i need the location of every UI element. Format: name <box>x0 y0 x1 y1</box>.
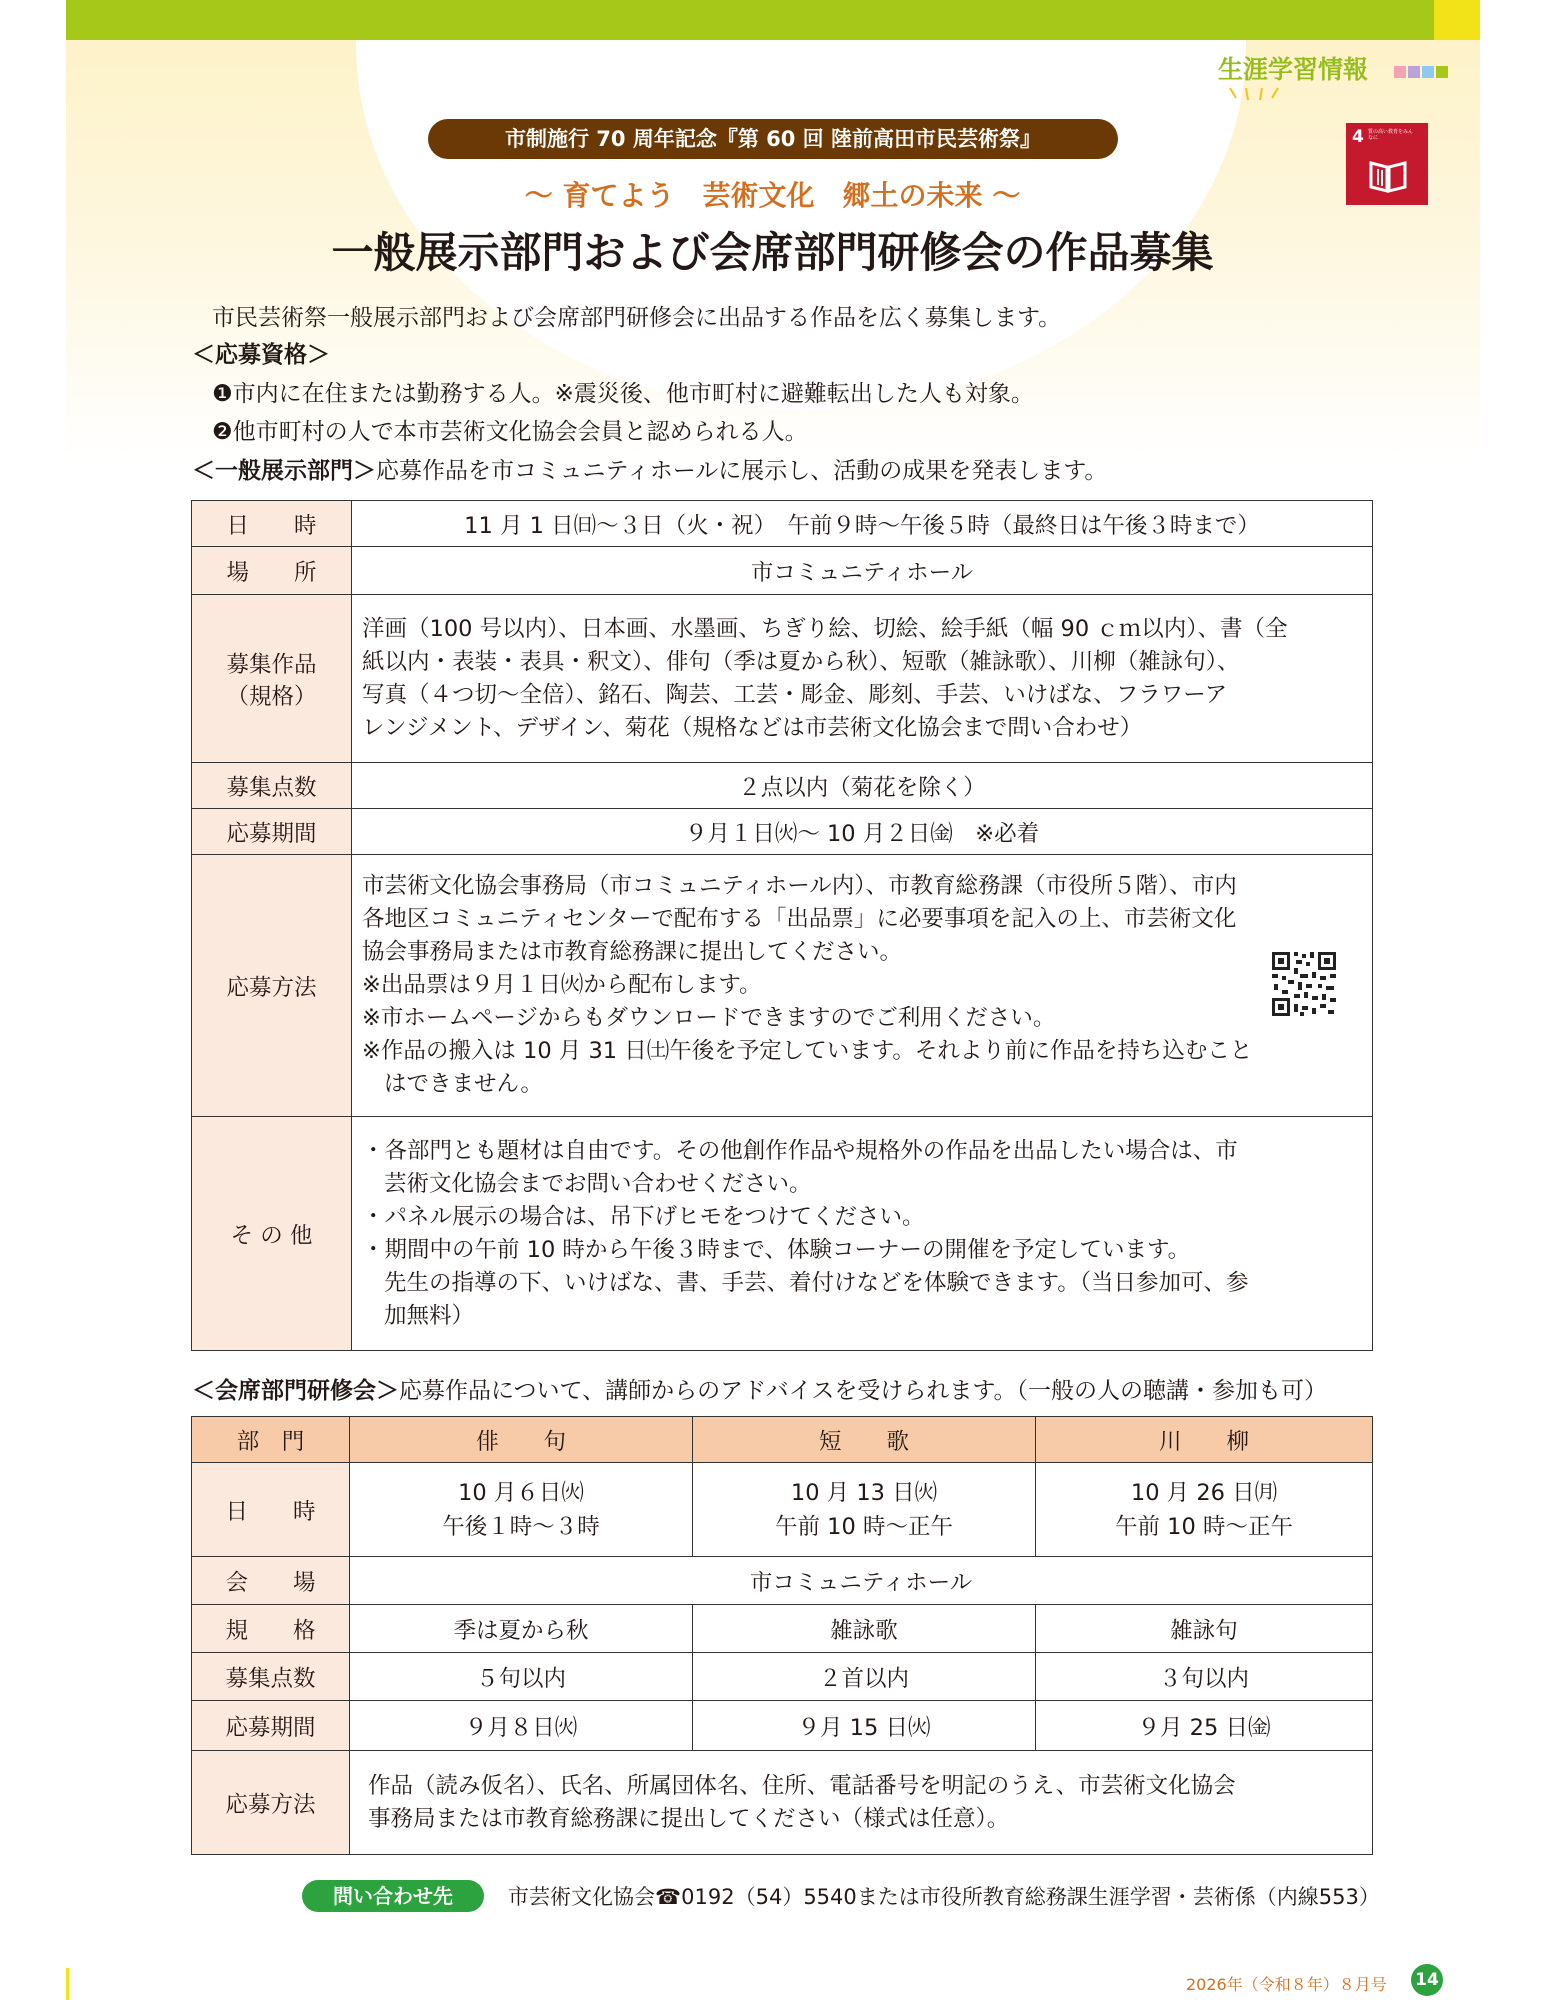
seminar-table <box>191 1416 1373 1855</box>
spec-cell: 雑詠句 <box>1036 1605 1373 1653</box>
text-line: ※作品の搬入は 10 月 31 日㈯午後を予定しています。それより前に作品を持ち込むこと <box>362 1038 1253 1064</box>
spec-cell: 季は夏から秋 <box>350 1605 693 1653</box>
row-label: 規 格 <box>192 1605 350 1653</box>
period-value: ９月１日㈫～ 10 月２日㈮ ※必着 <box>352 809 1373 855</box>
header-cell: 部 門 <box>192 1417 350 1463</box>
text-line: 加無料） <box>384 1302 475 1329</box>
text-line: 芸術文化協会までお問い合わせください。 <box>384 1170 812 1197</box>
contact-text: 市芸術文化協会☎0192（54）5540または市役所教育総務課生涯学習・芸術係（内線553） <box>508 1885 1380 1909</box>
table-row <box>192 1557 1373 1605</box>
table-row <box>192 1653 1373 1701</box>
sdg-number: 4 <box>1352 127 1364 147</box>
text-line: ・パネル展示の場合は、吊下げヒモをつけてください。 <box>362 1203 925 1230</box>
datetime-value: 11 月 1 日㈰～３日（火・祝） 午前９時～午後５時（最終日は午後３時まで） <box>352 501 1373 547</box>
top-bar-accent <box>1434 0 1480 40</box>
text-line: レンジメント、デザイン、菊花（規格などは市芸術文化協会まで問い合わせ） <box>362 714 1143 741</box>
top-bar <box>66 0 1434 40</box>
text-line: 洋画（100 号以内）、日本画、水墨画、ちぎり絵、切絵、絵手紙（幅 90 ｃｍ以内）、書（全 <box>362 615 1288 642</box>
text-line: はできません。 <box>384 1071 543 1097</box>
section-label: 生涯学習情報 <box>1218 55 1369 84</box>
seminar-heading: ＜会席部門研修会＞ <box>192 1378 399 1404</box>
subtitle: ～ 育てよう 芸術文化 郷土の未来 ～ <box>524 179 1021 212</box>
general-desc: 応募作品を市コミュニティホールに展示し、活動の成果を発表します。 <box>376 458 1108 484</box>
count-cell: ３句以内 <box>1036 1653 1373 1701</box>
text-line: ※出品票は９月１日㈫から配布します。 <box>362 972 762 998</box>
date-text: 10 月 26 日㈪ <box>1130 1479 1278 1506</box>
row-label: 応募期間 <box>192 809 352 855</box>
issue-date: 2026年（令和８年）８月号 <box>1186 1975 1387 1994</box>
sdg-text: 質の高い教育をみんなに <box>1368 129 1414 141</box>
time-text: 午前 10 時～正午 <box>775 1513 953 1540</box>
works-value <box>352 595 1373 763</box>
row-label: 場 所 <box>192 547 352 595</box>
row-label: 日 時 <box>192 1463 350 1557</box>
method-value <box>352 855 1373 1117</box>
table-row <box>192 501 1373 547</box>
eligibility-heading: ＜応募資格＞ <box>192 342 330 368</box>
method-cell <box>350 1751 1373 1855</box>
eligibility-item: ❷他市町村の人で本市芸術文化協会会員と認められる人。 <box>212 419 808 445</box>
date-text: 10 月 13 日㈫ <box>790 1479 938 1506</box>
table-row <box>192 547 1373 595</box>
table-row <box>192 855 1373 1117</box>
text-line: 写真（４つ切～全倍）、銘石、陶芸、工芸・彫金、彫刻、手芸、いけばな、フラワーア <box>362 681 1228 708</box>
text-line: 作品（読み仮名）、氏名、所属団体名、住所、電話番号を明記のうえ、市芸術文化協会 <box>368 1772 1236 1799</box>
row-label: 会 場 <box>192 1557 350 1605</box>
row-label: 募集点数 <box>192 1653 350 1701</box>
general-table <box>191 500 1373 1351</box>
table-row <box>192 1117 1373 1351</box>
sparkle-icon <box>1224 84 1284 102</box>
row-label <box>192 595 352 763</box>
text-line: 事務局または市教育総務課に提出してください（様式は任意）。 <box>368 1805 1010 1832</box>
count-value: ２点以内（菊花を除く） <box>352 763 1373 809</box>
deco-square <box>1422 66 1434 78</box>
text-line: 市芸術文化協会事務局（市コミュニティホール内）、市教育総務課（市役所５階）、市内 <box>362 873 1237 899</box>
venue-value: 市コミュニティホール <box>352 547 1373 595</box>
row-label: 応募期間 <box>192 1701 350 1751</box>
row-label: 募集点数 <box>192 763 352 809</box>
text-line: 協会事務局または市教育総務課に提出してください。 <box>362 939 903 965</box>
table-row <box>192 1701 1373 1751</box>
period-cell: ９月 15 日㈫ <box>693 1701 1036 1751</box>
row-label: 応募方法 <box>192 1751 350 1855</box>
seminar-heading-line <box>192 1372 1327 1405</box>
intro-text: 市民芸術祭一般展示部門および会席部門研修会に出品する作品を広く募集します。 <box>212 305 1062 331</box>
header-cell: 川 柳 <box>1036 1417 1373 1463</box>
text-line: 紙以内・表装・表具・釈文）、俳句（季は夏から秋）、短歌（雑詠歌）、川柳（雑詠句）、 <box>362 648 1240 675</box>
datetime-cell <box>350 1463 693 1557</box>
seminar-desc: 応募作品について、講師からのアドバイスを受けられます。（一般の人の聴講・参加も可） <box>399 1378 1328 1404</box>
period-cell: ９月 25 日㈮ <box>1036 1701 1373 1751</box>
count-cell: ２首以内 <box>693 1653 1036 1701</box>
header-cell: 俳 句 <box>350 1417 693 1463</box>
festival-banner: 市制施行 70 周年記念『第 60 回 陸前高田市民芸術祭』 <box>428 119 1118 159</box>
spec-cell: 雑詠歌 <box>693 1605 1036 1653</box>
row-label: 応募方法 <box>192 855 352 1117</box>
page-title: 一般展示部門および会席部門研修会の作品募集 <box>331 228 1214 277</box>
date-text: 10 月６日㈫ <box>458 1479 584 1506</box>
table-header-row <box>192 1417 1373 1463</box>
deco-square <box>1436 66 1448 78</box>
period-cell: ９月８日㈫ <box>350 1701 693 1751</box>
table-row <box>192 809 1373 855</box>
venue-cell: 市コミュニティホール <box>350 1557 1373 1605</box>
qr-code-icon[interactable] <box>1270 950 1338 1018</box>
page-number: 14 <box>1411 1964 1443 1996</box>
count-cell: ５句以内 <box>350 1653 693 1701</box>
row-label-main: 募集作品 <box>226 651 317 678</box>
other-value <box>352 1117 1373 1351</box>
contact-label: 問い合わせ先 <box>302 1880 484 1912</box>
table-row <box>192 595 1373 763</box>
text-line: ※市ホームページからもダウンロードできますのでご利用ください。 <box>362 1005 1056 1031</box>
datetime-cell <box>1036 1463 1373 1557</box>
table-row <box>192 1751 1373 1855</box>
general-heading-line <box>192 452 1107 485</box>
text-line: ・期間中の午前 10 時から午後３時まで、体験コーナーの開催を予定しています。 <box>362 1236 1191 1263</box>
header-cell: 短 歌 <box>693 1417 1036 1463</box>
deco-square <box>1394 66 1406 78</box>
left-accent-line <box>66 1968 69 2000</box>
time-text: 午後１時～３時 <box>442 1513 600 1540</box>
row-label-sub: （規格） <box>226 683 317 710</box>
row-label: そ の 他 <box>192 1117 352 1351</box>
text-line: 先生の指導の下、いけばな、書、手芸、着付けなどを体験できます。（当日参加可、参 <box>384 1269 1249 1296</box>
datetime-cell <box>693 1463 1036 1557</box>
table-row <box>192 1605 1373 1653</box>
time-text: 午前 10 時～正午 <box>1115 1513 1293 1540</box>
eligibility-item: ❶市内に在住または勤務する人。※震災後、他市町村に避難転出した人も対象。 <box>212 381 1034 407</box>
general-heading: ＜一般展示部門＞ <box>192 458 376 484</box>
row-label: 日 時 <box>192 501 352 547</box>
deco-square <box>1408 66 1420 78</box>
text-line: ・各部門とも題材は自由です。その他創作作品や規格外の作品を出品したい場合は、市 <box>362 1137 1238 1164</box>
table-row <box>192 763 1373 809</box>
table-row <box>192 1463 1373 1557</box>
text-line: 各地区コミュニティセンターで配布する「出品票」に必要事項を記入の上、市芸術文化 <box>362 906 1237 932</box>
